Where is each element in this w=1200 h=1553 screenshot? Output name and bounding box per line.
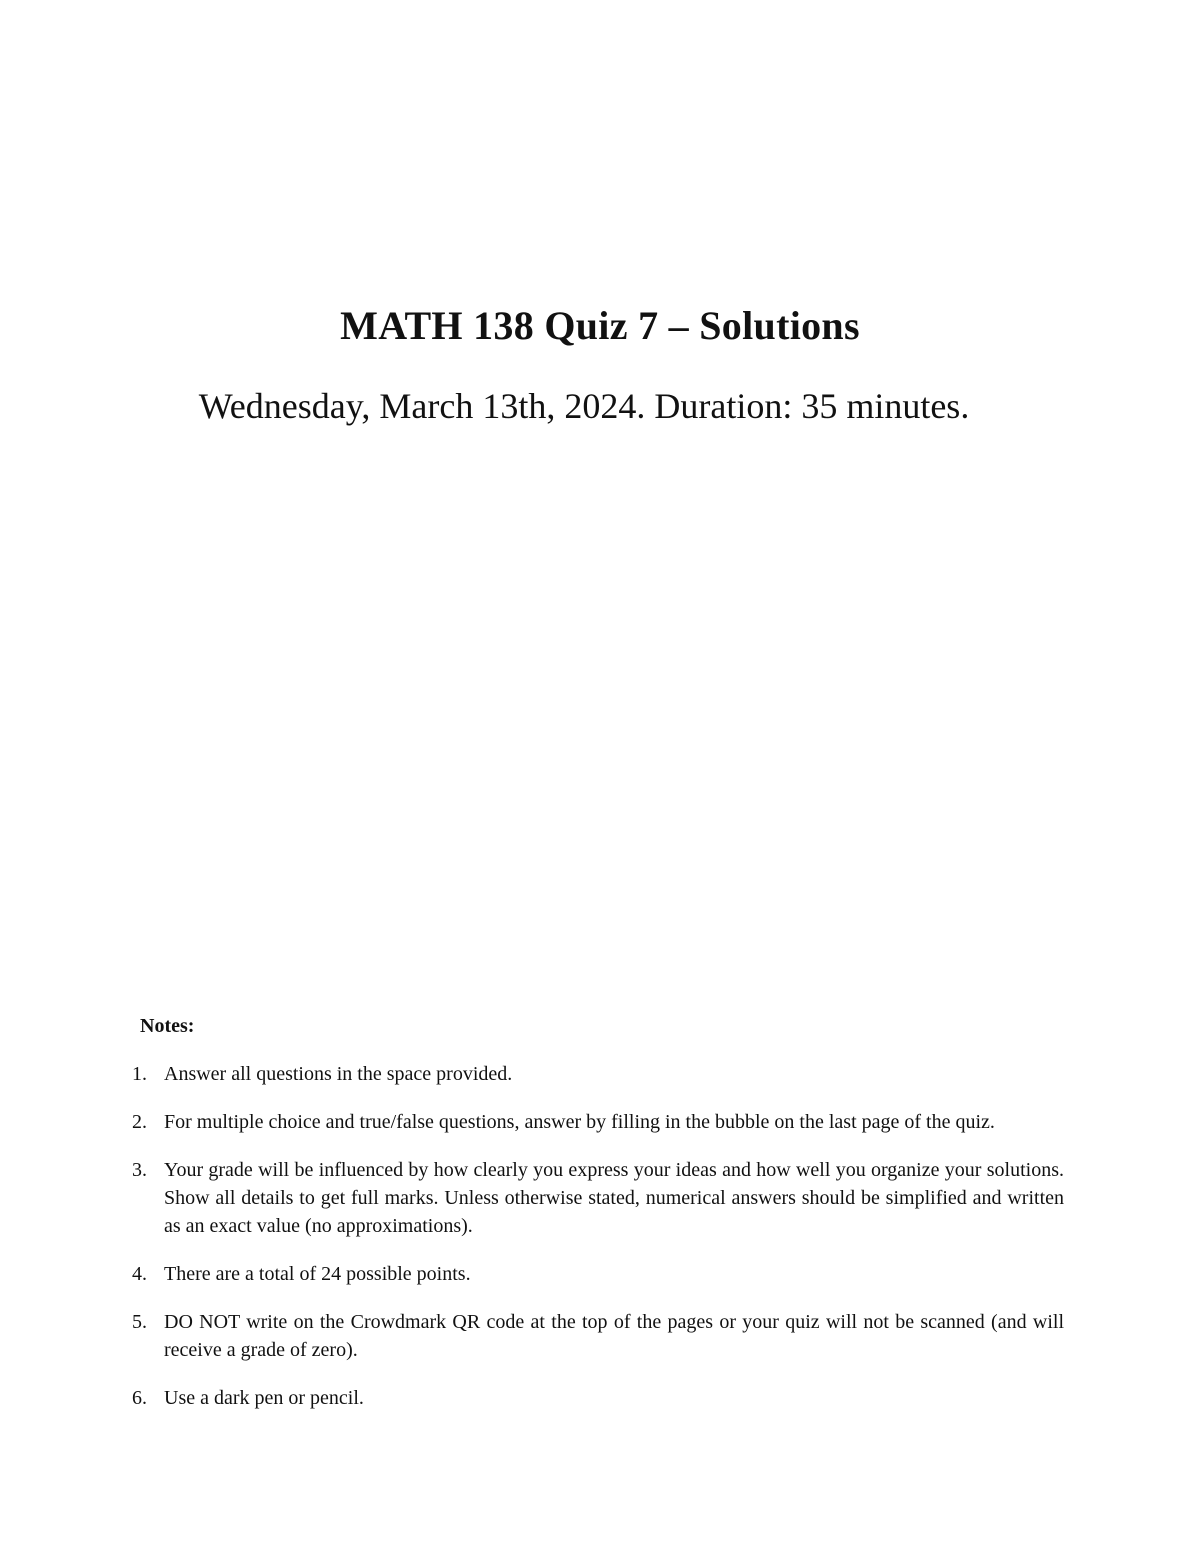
list-item-number: 4. (132, 1263, 147, 1285)
list-item-number: 3. (132, 1159, 147, 1181)
page-subtitle: Wednesday, March 13th, 2024. Duration: 35 minutes. (198, 386, 970, 426)
list-item-text: Use a dark pen or pencil. (164, 1387, 364, 1409)
notes-list (132, 1060, 1064, 1412)
list-item-number: 2. (132, 1111, 147, 1133)
list-item-number: 1. (132, 1063, 147, 1085)
list-item-text: There are a total of 24 possible points. (164, 1263, 471, 1285)
list-item-text: For multiple choice and true/false questions, answer by filling in the bubble on the last page of the quiz. (164, 1111, 995, 1133)
list-item (132, 1308, 1064, 1364)
notes-heading: Notes: (140, 1015, 195, 1037)
list-item (132, 1108, 1064, 1136)
list-item-text: DO NOT write on the Crowdmark QR code at the top of the pages or your quiz will not be scanned (and will receive a grade of zero). (164, 1311, 1064, 1361)
page-title: MATH 138 Quiz 7 – Solutions (340, 303, 860, 348)
list-item (132, 1384, 1064, 1412)
notes-section (132, 1012, 1064, 1432)
list-item-text: Your grade will be influenced by how clearly you express your ideas and how well you organize your solutions. Show all details to get full marks. Unless otherwise stated, numerical answers should be simplified and written as an exact value (no approximations). (164, 1159, 1064, 1237)
list-item-text: Answer all questions in the space provided. (164, 1063, 513, 1085)
list-item (132, 1156, 1064, 1240)
list-item-number: 5. (132, 1311, 147, 1333)
list-item-number: 6. (132, 1387, 147, 1409)
list-item (132, 1260, 1064, 1288)
list-item (132, 1060, 1064, 1088)
